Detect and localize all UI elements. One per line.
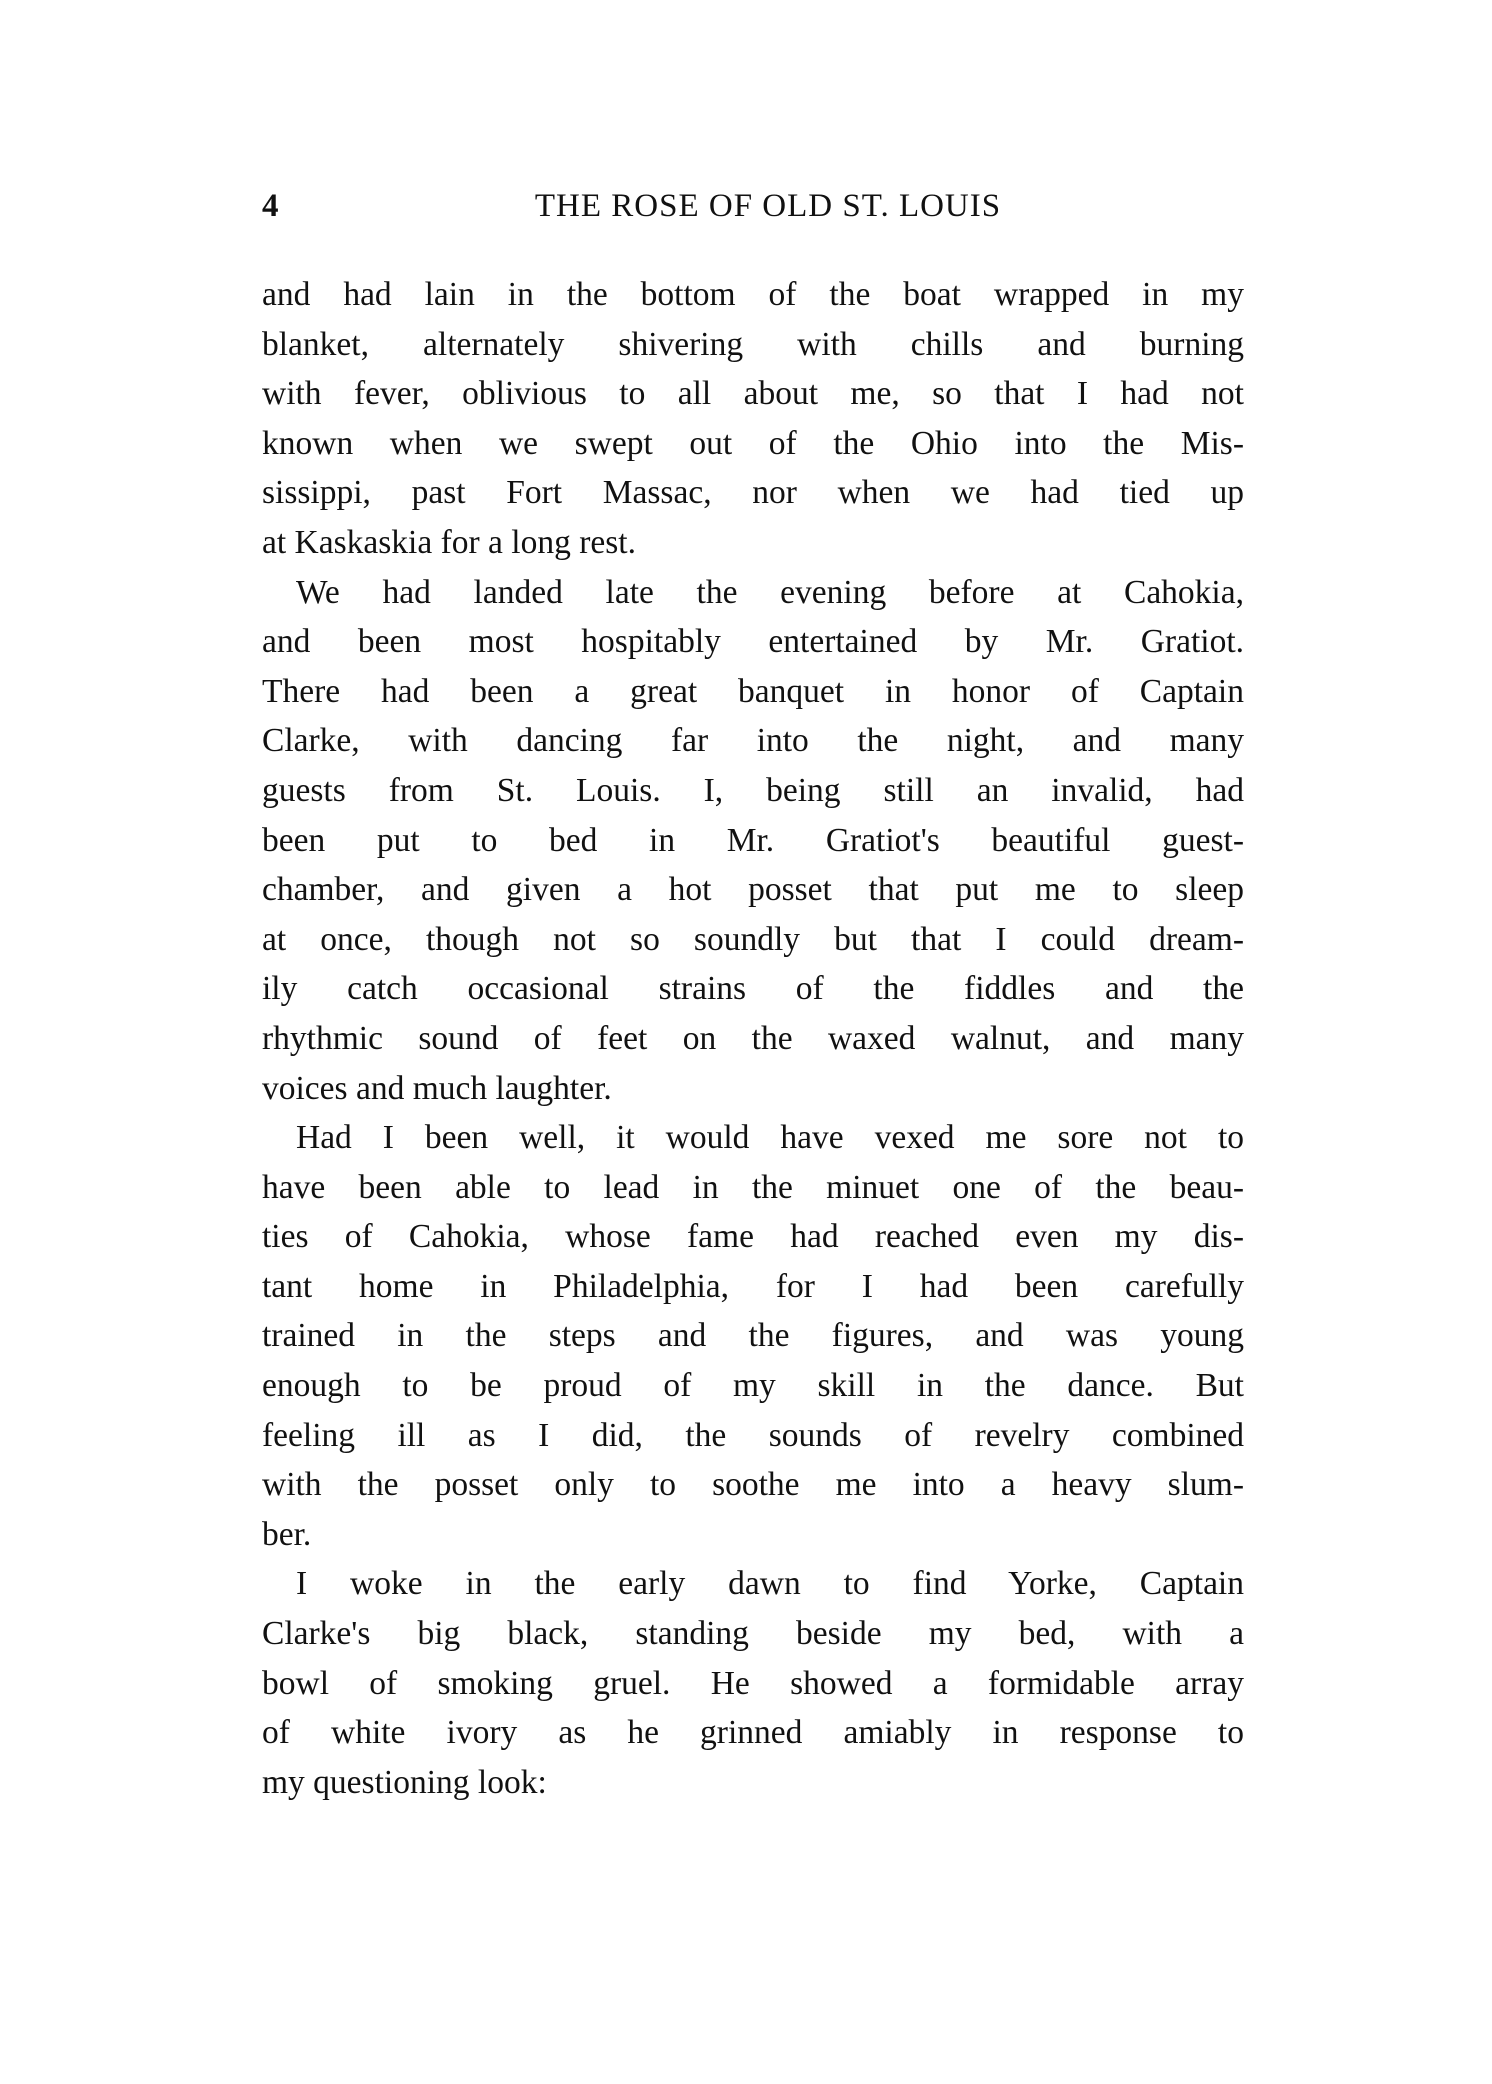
text-line: voices and much laughter. — [262, 1069, 612, 1107]
text-line: with the posset only to soothe me into a heavy slum- — [262, 1466, 1244, 1504]
text-line: of white ivory as he grinned amiably in response to — [262, 1714, 1244, 1752]
paragraph — [262, 568, 1244, 1114]
paragraph — [262, 1113, 1244, 1559]
text-line: ber. — [262, 1515, 312, 1553]
text-line: at once, though not so soundly but that I could dream- — [262, 920, 1244, 958]
running-header — [262, 188, 1244, 238]
text-line: I woke in the early dawn to find Yorke, Captain — [296, 1565, 1244, 1603]
text-line: chamber, and given a hot posset that put me to sleep — [262, 871, 1244, 909]
text-line: rhythmic sound of feet on the waxed walnut, and many — [262, 1019, 1244, 1057]
paragraph — [262, 1559, 1244, 1807]
text-line: sissippi, past Fort Massac, nor when we had tied up — [262, 474, 1244, 512]
text-line: tant home in Philadelphia, for I had been carefully — [262, 1267, 1244, 1305]
text-line: and been most hospitably entertained by Mr. Gratiot. — [262, 623, 1244, 661]
text-line: with fever, oblivious to all about me, so that I had not — [262, 375, 1244, 413]
text-line: have been able to lead in the minuet one of the beau- — [262, 1168, 1244, 1206]
text-line: Clarke's big black, standing beside my bed, with a — [262, 1615, 1244, 1653]
text-line: We had landed late the evening before at Cahokia, — [296, 573, 1244, 611]
paragraph — [262, 270, 1244, 568]
text-line: at Kaskaskia for a long rest. — [262, 523, 636, 561]
text-line: and had lain in the bottom of the boat wrapped in my — [262, 276, 1244, 313]
text-line: trained in the steps and the figures, and was young — [262, 1317, 1244, 1355]
text-line: blanket, alternately shivering with chills and burning — [262, 325, 1244, 363]
text-line: ties of Cahokia, whose fame had reached even my dis- — [262, 1218, 1244, 1256]
page-number: 4 — [262, 188, 279, 224]
text-line: been put to bed in Mr. Gratiot's beautiful guest- — [262, 821, 1244, 859]
page-body — [262, 270, 1244, 1807]
text-line: There had been a great banquet in honor of Captain — [262, 672, 1244, 710]
running-title: THE ROSE OF OLD ST. LOUIS — [534, 188, 1002, 224]
text-line: my questioning look: — [262, 1763, 547, 1801]
text-line: bowl of smoking gruel. He showed a formidable array — [262, 1664, 1244, 1702]
text-line: known when we swept out of the Ohio into the Mis- — [262, 424, 1244, 462]
text-line: Had I been well, it would have vexed me sore not to — [296, 1119, 1244, 1157]
text-line: feeling ill as I did, the sounds of revelry combined — [262, 1416, 1244, 1454]
text-line: guests from St. Louis. I, being still an invalid, had — [262, 771, 1244, 809]
text-line: enough to be proud of my skill in the dance. But — [262, 1367, 1244, 1405]
text-line: Clarke, with dancing far into the night, and many — [262, 722, 1244, 760]
text-line: ily catch occasional strains of the fiddles and the — [262, 970, 1244, 1008]
